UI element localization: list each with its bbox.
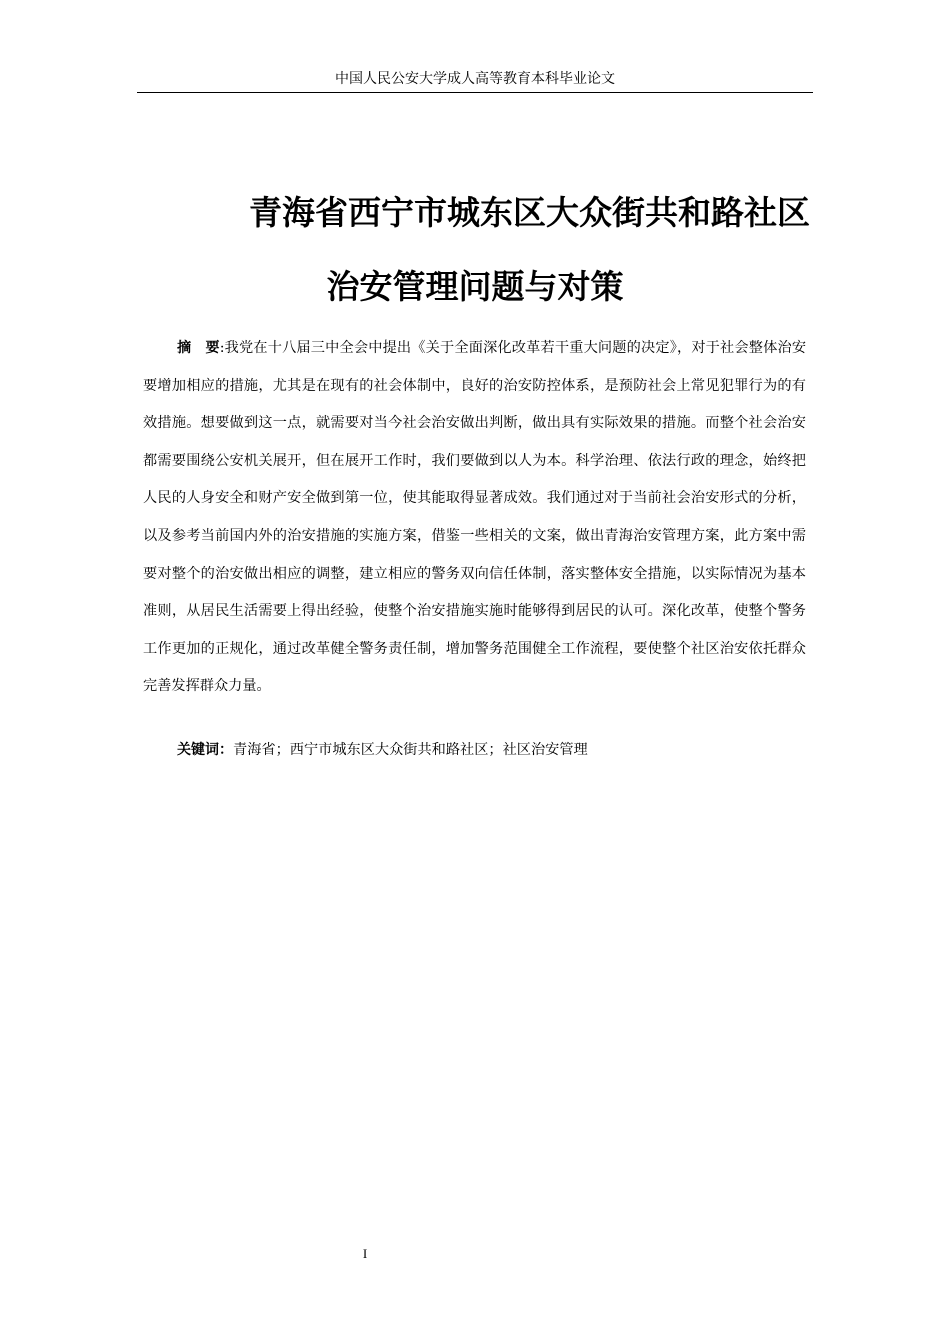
page-header [137,70,813,93]
document-title-line-1: 青海省西宁市城东区大众街共和路社区 [249,193,810,232]
page-number: I [362,1246,368,1261]
abstract-label: 摘 要 [177,340,220,356]
keywords-text: 青海省；西宁市城东区大众街共和路社区；社区治安管理 [233,742,588,758]
keywords-label: 关键词： [177,742,233,758]
keywords-line [177,735,807,765]
abstract-separator: : [219,340,225,356]
document-title-line-2: 治安管理问题与对策 [326,267,624,306]
abstract-paragraph [143,330,806,706]
header-text: 中国人民公安大学成人高等教育本科毕业论文 [335,71,615,87]
abstract-text: 我党在十八届三中全会中提出《关于全面深化改革若干重大问题的决定》，对于社会整体治安要增加相应的措施，尤其是在现有的社会体制中，良好的治安防控体系，是预防社会上常见犯罪行为的有效措施。想要做到这一点，就需要对当今社会治安做出判断，做出具有实际效果的措施。而整个社会治安都需要围绕公安机关展开，但在展开工作时，我们要做到以人为本。科学治理、依法行政的理念，始终把人民的人身安全和财产安全做到第一位，使其能取得显著成效。我们通过对于当前社会治安形式的分析，以及参考当前国内外的治安措施的实施方案，借鉴一些相关的文案，做出青海治安管理方案，此方案中需要对整个的治安做出相应的调整，建立相应的警务双向信任体制，落实整体安全措施，以实际情况为基本准则，从居民生活需要上得出经验，使整个治安措施实施时能够得到居民的认可。深化改革，使整个警务工作更加的正规化，通过改革健全警务责任制，增加警务范围健全工作流程，要使整个社区治安依托群众完善发挥群众力量。 [143,340,807,695]
